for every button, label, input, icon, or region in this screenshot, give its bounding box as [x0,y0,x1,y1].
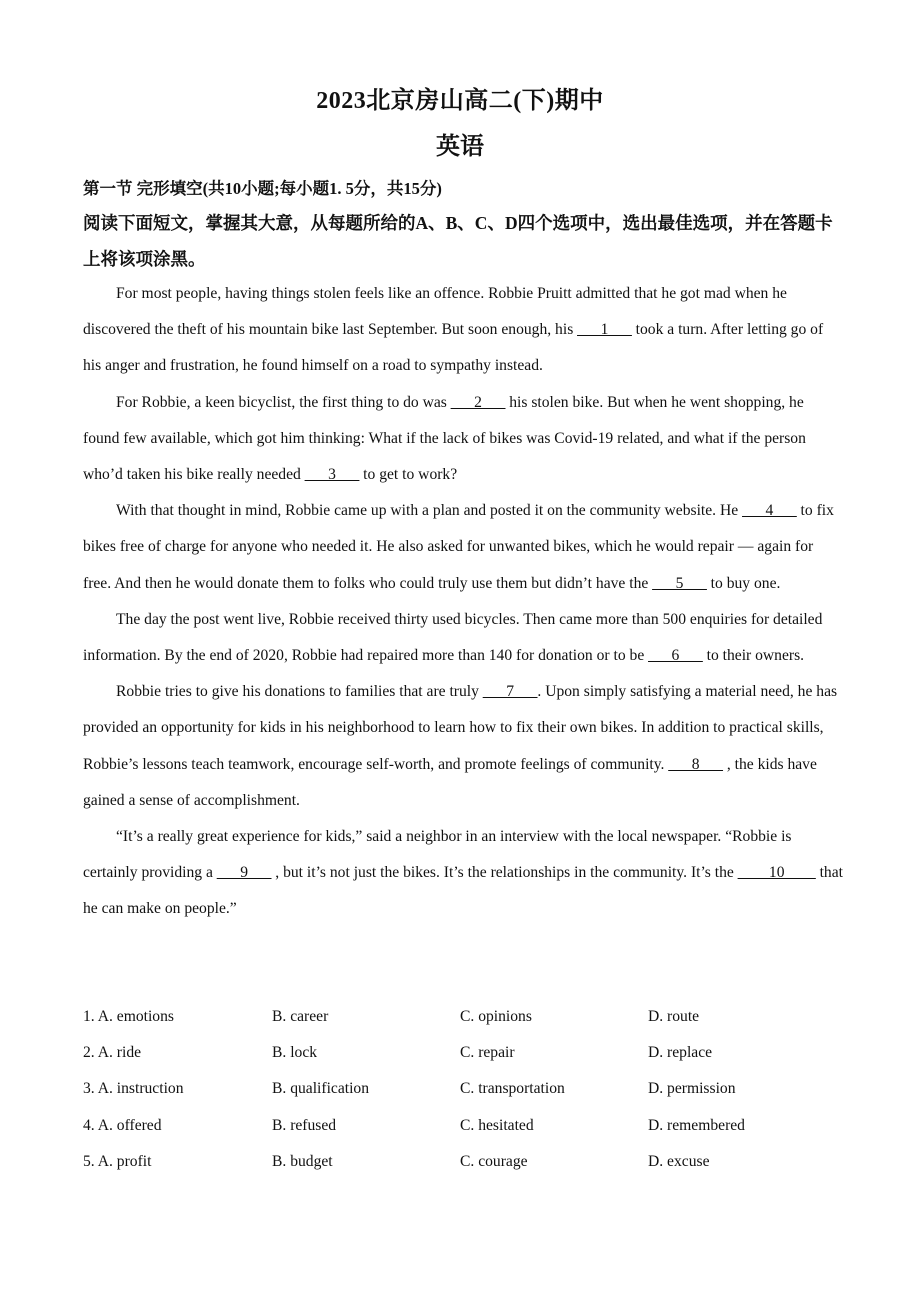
passage-text: to get to work? [359,466,458,484]
option-choice-a: 5. A. profit [83,1152,152,1170]
passage-text: “It’s a really great experience for kids,” said a neighbor in an interview with the local newspaper. “Robbie is certainly providing a [83,828,792,882]
option-choice-a: 4. A. offered [83,1116,162,1134]
option-row [83,999,863,1035]
option-choice-d: D. replace [648,1044,713,1062]
passage-paragraph [83,385,843,494]
passage-text: , the kids have gained a sense of accomplishment. [83,755,817,809]
option-choice-b: B. budget [272,1152,333,1170]
passage-text: to fix bikes free of charge for anyone who needed it. He also asked for unwanted bikes, which he would repair — again for free. And then he would donate them to folks who could truly use them but didn’t have the [83,502,834,592]
passage-text: With that thought in mind, Robbie came up with a plan and posted it on the community website. He [116,502,743,520]
passage-text: that he can make on people.” [83,864,843,918]
cloze-blank: ___6___ [648,647,703,665]
option-choice-b: B. lock [272,1044,318,1062]
cloze-blank: ___9___ [216,864,272,882]
option-row [83,1144,863,1180]
passage-text: . Upon simply satisfying a material need, he has provided an opportunity for kids in his neighborhood to learn how to fix their own bikes. In addition to practical skills, Robbie’s lessons teach teamwork, encourage self-worth, and promote feelings of community. [83,683,838,773]
option-choice-d: D. route [648,1008,700,1025]
passage-paragraph [83,493,843,602]
option-choice-a: 2. A. ride [83,1044,142,1062]
passage-text: to their owners. [702,647,805,665]
cloze-blank: ___8___ [668,755,723,773]
option-choice-b: B. career [272,1008,329,1025]
option-choice-c: C. opinions [460,1008,532,1025]
cloze-blank: ___5___ [652,574,707,592]
passage-text: his stolen bike. But when he went shopping, he found few available, which got him thinking: What if the lack of bikes was Covid-19 related, and what if the person who’d taken his bike really needed [83,393,806,484]
passage-paragraph [83,674,843,819]
page-subtitle: 英语 [436,134,484,160]
section-heading: 第一节 完形填空(共10小题;每小题1. 5分，共15分) [83,179,442,198]
option-choice-c: C. repair [460,1044,515,1062]
passage-paragraph [83,602,843,674]
option-choice-d: D. remembered [648,1116,745,1134]
option-row [83,1035,863,1071]
option-choice-b: B. refused [272,1116,337,1134]
cloze-blank: ___4___ [742,502,797,520]
page-title: 2023北京房山高二(下)期中 [316,88,604,114]
passage-paragraph [83,819,843,928]
option-choice-a: 1. A. emotions [83,1008,174,1025]
option-choice-c: C. transportation [460,1080,565,1098]
cloze-blank: ___1___ [577,321,632,339]
passage-text: to buy one. [706,574,781,592]
cloze-blank: ___2___ [450,393,506,411]
passage-text: , but it’s not just the bikes. It’s the relationships in the community. It’s the [271,864,738,882]
option-choice-a: 3. A. instruction [83,1080,184,1098]
passage-text: For most people, having things stolen feels like an offence. Robbie Pruitt admitted that he got mad when he discovered the theft of his mountain bike last September. But soon enough, his [83,285,787,339]
directions: 阅读下面短文，掌握其大意，从每题所给的A、B、C、D四个选项中，选出最佳选项，并在答题卡上将该项涂黑。 [83,213,833,269]
passage-text: The day the post went live, Robbie received thirty used bicycles. Then came more than 500 enquiries for detailed information. By the end of 2020, Robbie had repaired more than 140 for donation or to be [83,610,823,665]
passage-text: took a turn. After letting go of his anger and frustration, he found himself on a road to sympathy instead. [83,321,824,375]
cloze-passage [83,276,843,928]
option-choice-c: C. courage [460,1152,528,1170]
option-choice-b: B. qualification [272,1080,370,1098]
passage-paragraph [83,276,843,385]
answer-options [83,999,863,1180]
cloze-blank: ___3___ [304,466,360,484]
option-choice-d: D. permission [648,1080,736,1098]
option-row [83,1108,863,1144]
cloze-blank: ____10____ [737,864,816,882]
cloze-blank: ___7___ [482,683,538,701]
option-choice-c: C. hesitated [460,1116,534,1134]
passage-text: For Robbie, a keen bicyclist, the first thing to do was [116,393,451,411]
option-row [83,1071,863,1107]
passage-text: Robbie tries to give his donations to families that are truly [116,683,483,701]
option-choice-d: D. excuse [648,1152,710,1170]
